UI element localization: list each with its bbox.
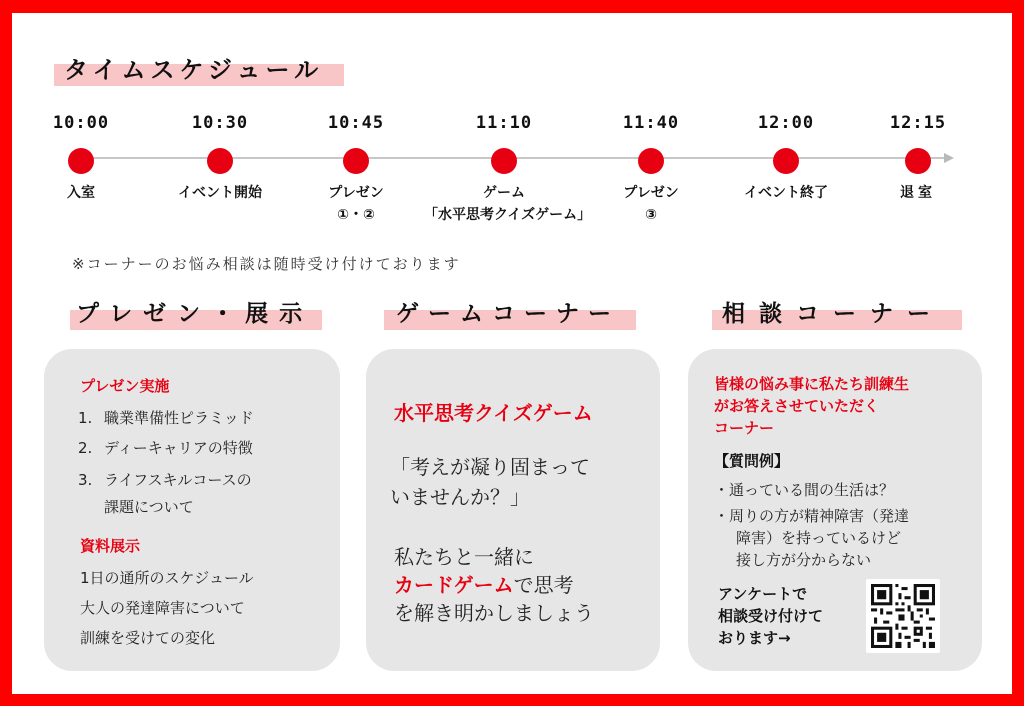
survey-text: 相談受け付けて [718,607,824,625]
presentation-card [44,349,340,671]
qr-code-graphic [871,584,935,648]
list-number: 2. [78,439,93,457]
consult-heading: コーナー [714,419,775,437]
game-title: ゲームコーナー [396,301,620,327]
timeline-label: プレゼン [623,185,679,201]
timeline-label-sub: 「水平思考クイズゲーム」 [424,207,592,223]
timeline-dot [905,148,931,174]
example-item-continued: 接し方が分からない [736,551,872,569]
document-item: 大人の発達障害について [80,599,245,617]
timeline-label: プレゼン [328,185,384,201]
timeline-label-sub: ③ [645,207,657,223]
timeline-time: 10:30 [191,113,249,133]
list-number: 3. [78,471,93,489]
timeline-label: 入室 [67,185,95,201]
list-item [78,437,253,458]
timeline-dot [207,148,233,174]
game-body: 私たちと一緒に [394,545,534,569]
game-name: 水平思考クイズゲーム [394,401,593,425]
timeline-dot [638,148,664,174]
list-item [78,407,254,428]
survey-text: おります→ [718,629,791,647]
timeline-point [838,112,998,204]
consult-title: 相談コーナー [722,301,944,327]
list-text: ライフスキルコースの [104,471,252,489]
timeline-time: 12:00 [757,113,815,133]
example-item: ・通っている間の生活は？ [714,481,895,499]
timeline-dot [491,148,517,174]
timeline-label-sub: ①・② [337,207,375,223]
game-quote: 「考えが凝り固まって [390,455,590,479]
timeline-dot [773,148,799,174]
timeline-time: 10:00 [52,113,110,133]
example-item: ・周りの方が精神障害（発達 [714,507,910,525]
timeline-label: ゲーム [483,185,525,201]
document-item: 1日の通所のスケジュール [80,569,254,587]
list-text: 職業準備性ピラミッド [104,409,254,427]
list-text: ディーキャリアの特徴 [104,439,253,457]
list-number: 1. [78,409,93,427]
game-body: を解き明かしましょう [394,601,594,625]
game-body [394,569,574,598]
presentation-subheading: プレゼン実施 [80,377,170,395]
consult-card [688,349,982,671]
document-item: 訓練を受けての変化 [80,629,216,647]
game-body-text: で思考 [513,573,574,597]
game-highlight: カードゲーム [394,573,514,597]
game-card [366,349,660,671]
timeline-label: イベント終了 [744,185,828,201]
timeline-label: 退室 [900,185,936,201]
survey-text: アンケートで [718,585,808,603]
examples-label: 【質問例】 [714,452,790,470]
timeline-time: 12:15 [889,113,947,133]
timeline-dot [68,148,94,174]
consult-heading: 皆様の悩み事に私たち訓練生 [714,375,910,393]
consult-heading: がお答えさせていただく [714,397,880,415]
list-text-continued: 課題について [104,498,194,516]
timeline-point [424,112,592,226]
qr-code-icon[interactable] [866,579,940,653]
schedule-title: タイムスケジュール [64,56,324,84]
game-quote: いませんか？」 [390,485,530,509]
consult-note: ※コーナーのお悩み相談は随時受け付けております [72,255,461,273]
presentation-title: プレゼン・展示 [76,301,314,327]
list-item [78,469,252,490]
timeline-point [276,112,436,226]
timeline-dot [343,148,369,174]
timeline-label: イベント開始 [178,185,262,201]
timeline-point [1,112,161,204]
timeline-time: 11:10 [475,113,533,133]
timeline-time: 10:45 [327,113,385,133]
example-item-continued: 障害）を持っているけど [736,529,902,547]
timeline-time: 11:40 [622,113,680,133]
documents-subheading: 資料展示 [80,537,141,555]
